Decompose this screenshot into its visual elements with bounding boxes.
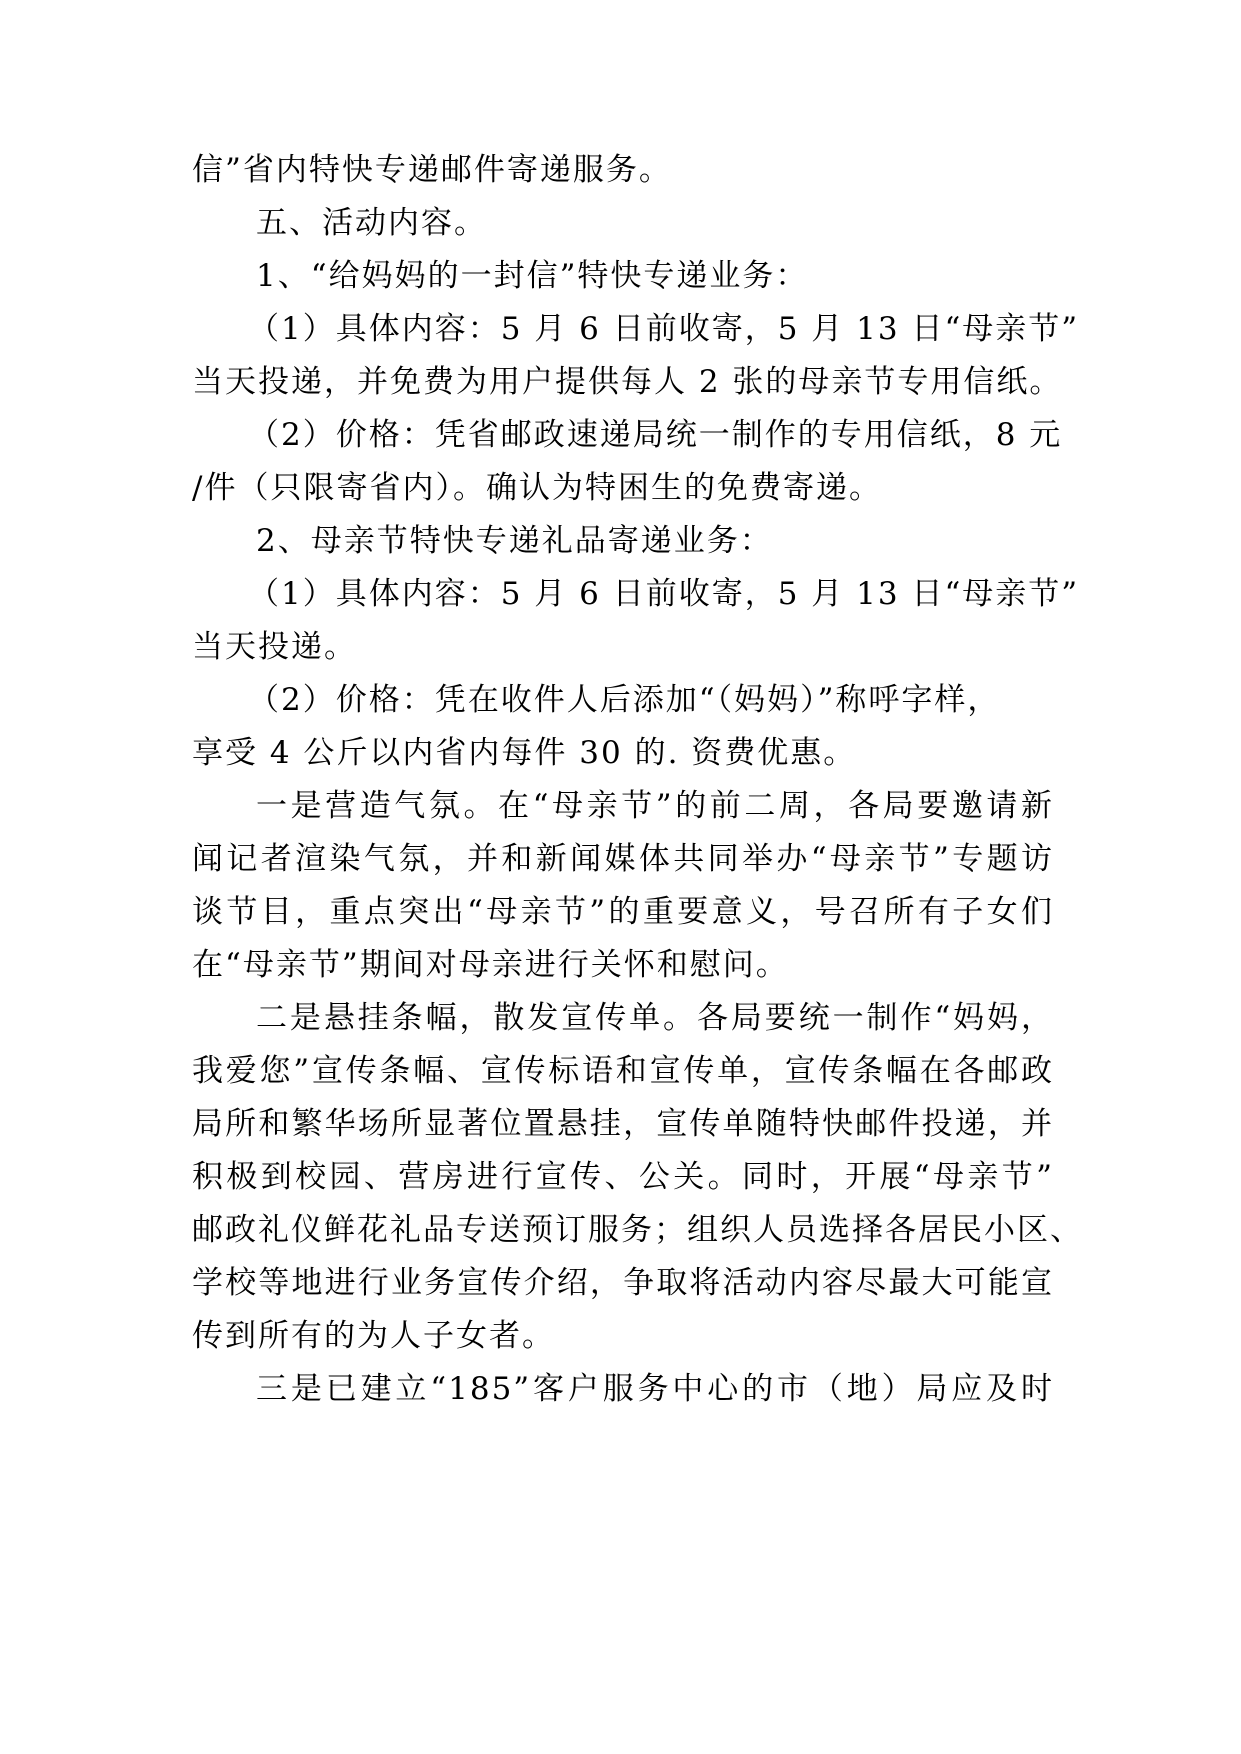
text-line: （2）价格：凭省邮政速递局统一制作的专用信纸，8 元 <box>248 417 1063 453</box>
text-line: 邮政礼仪鲜花礼品专送预订服务；组织人员选择各居民小区、 <box>192 1212 1083 1248</box>
section-heading: 五、活动内容。 <box>256 205 487 241</box>
subsection-heading: 2、母亲节特快专递礼品寄递业务： <box>256 523 773 559</box>
text-line: 学校等地进行业务宣传介绍，争取将活动内容尽最大可能宣 <box>192 1265 1054 1301</box>
text-line: 信”省内特快专递邮件寄递服务。 <box>192 152 672 188</box>
text-line: 当天投递，并免费为用户提供每人 2 张的母亲节专用信纸。 <box>192 364 1063 400</box>
text-line: （1）具体内容：5 月 6 日前收寄，5 月 13 日“母亲节” <box>248 576 1080 612</box>
text-line: 谈节目，重点突出“母亲节”的重要意义，号召所有子女们 <box>192 894 1054 930</box>
text-line: 积极到校园、营房进行宣传、公关。同时，开展“母亲节” <box>192 1159 1054 1195</box>
text-line: 二是悬挂条幅，散发宣传单。各局要统一制作“妈妈， <box>256 1000 1054 1036</box>
text-line: 局所和繁华场所显著位置悬挂，宣传单随特快邮件投递，并 <box>192 1106 1054 1142</box>
text-line: （2）价格：凭在收件人后添加“（妈妈）”称呼字样， <box>248 682 1001 718</box>
text-line: （1）具体内容：5 月 6 日前收寄，5 月 13 日“母亲节” <box>248 311 1080 347</box>
text-line: 我爱您”宣传条幅、宣传标语和宣传单，宣传条幅在各邮政 <box>192 1053 1054 1089</box>
text-line: 享受 4 公斤以内省内每件 30 的. 资费优惠。 <box>192 735 857 771</box>
subsection-heading: 1、“给妈妈的一封信”特快专递业务： <box>256 258 809 294</box>
text-line: 在“母亲节”期间对母亲进行关怀和慰问。 <box>192 947 789 983</box>
text-line: 闻记者渲染气氛，并和新闻媒体共同举办“母亲节”专题访 <box>192 841 1054 877</box>
text-line: 一是营造气氛。在“母亲节”的前二周，各局要邀请新 <box>256 788 1054 824</box>
text-line: /件（只限寄省内）。确认为特困生的免费寄递。 <box>192 470 882 506</box>
text-line: 当天投递。 <box>192 629 357 665</box>
text-line: 传到所有的为人子女者。 <box>192 1318 555 1354</box>
text-line: 三是已建立“185”客户服务中心的市（地）局应及时 <box>256 1371 1054 1407</box>
